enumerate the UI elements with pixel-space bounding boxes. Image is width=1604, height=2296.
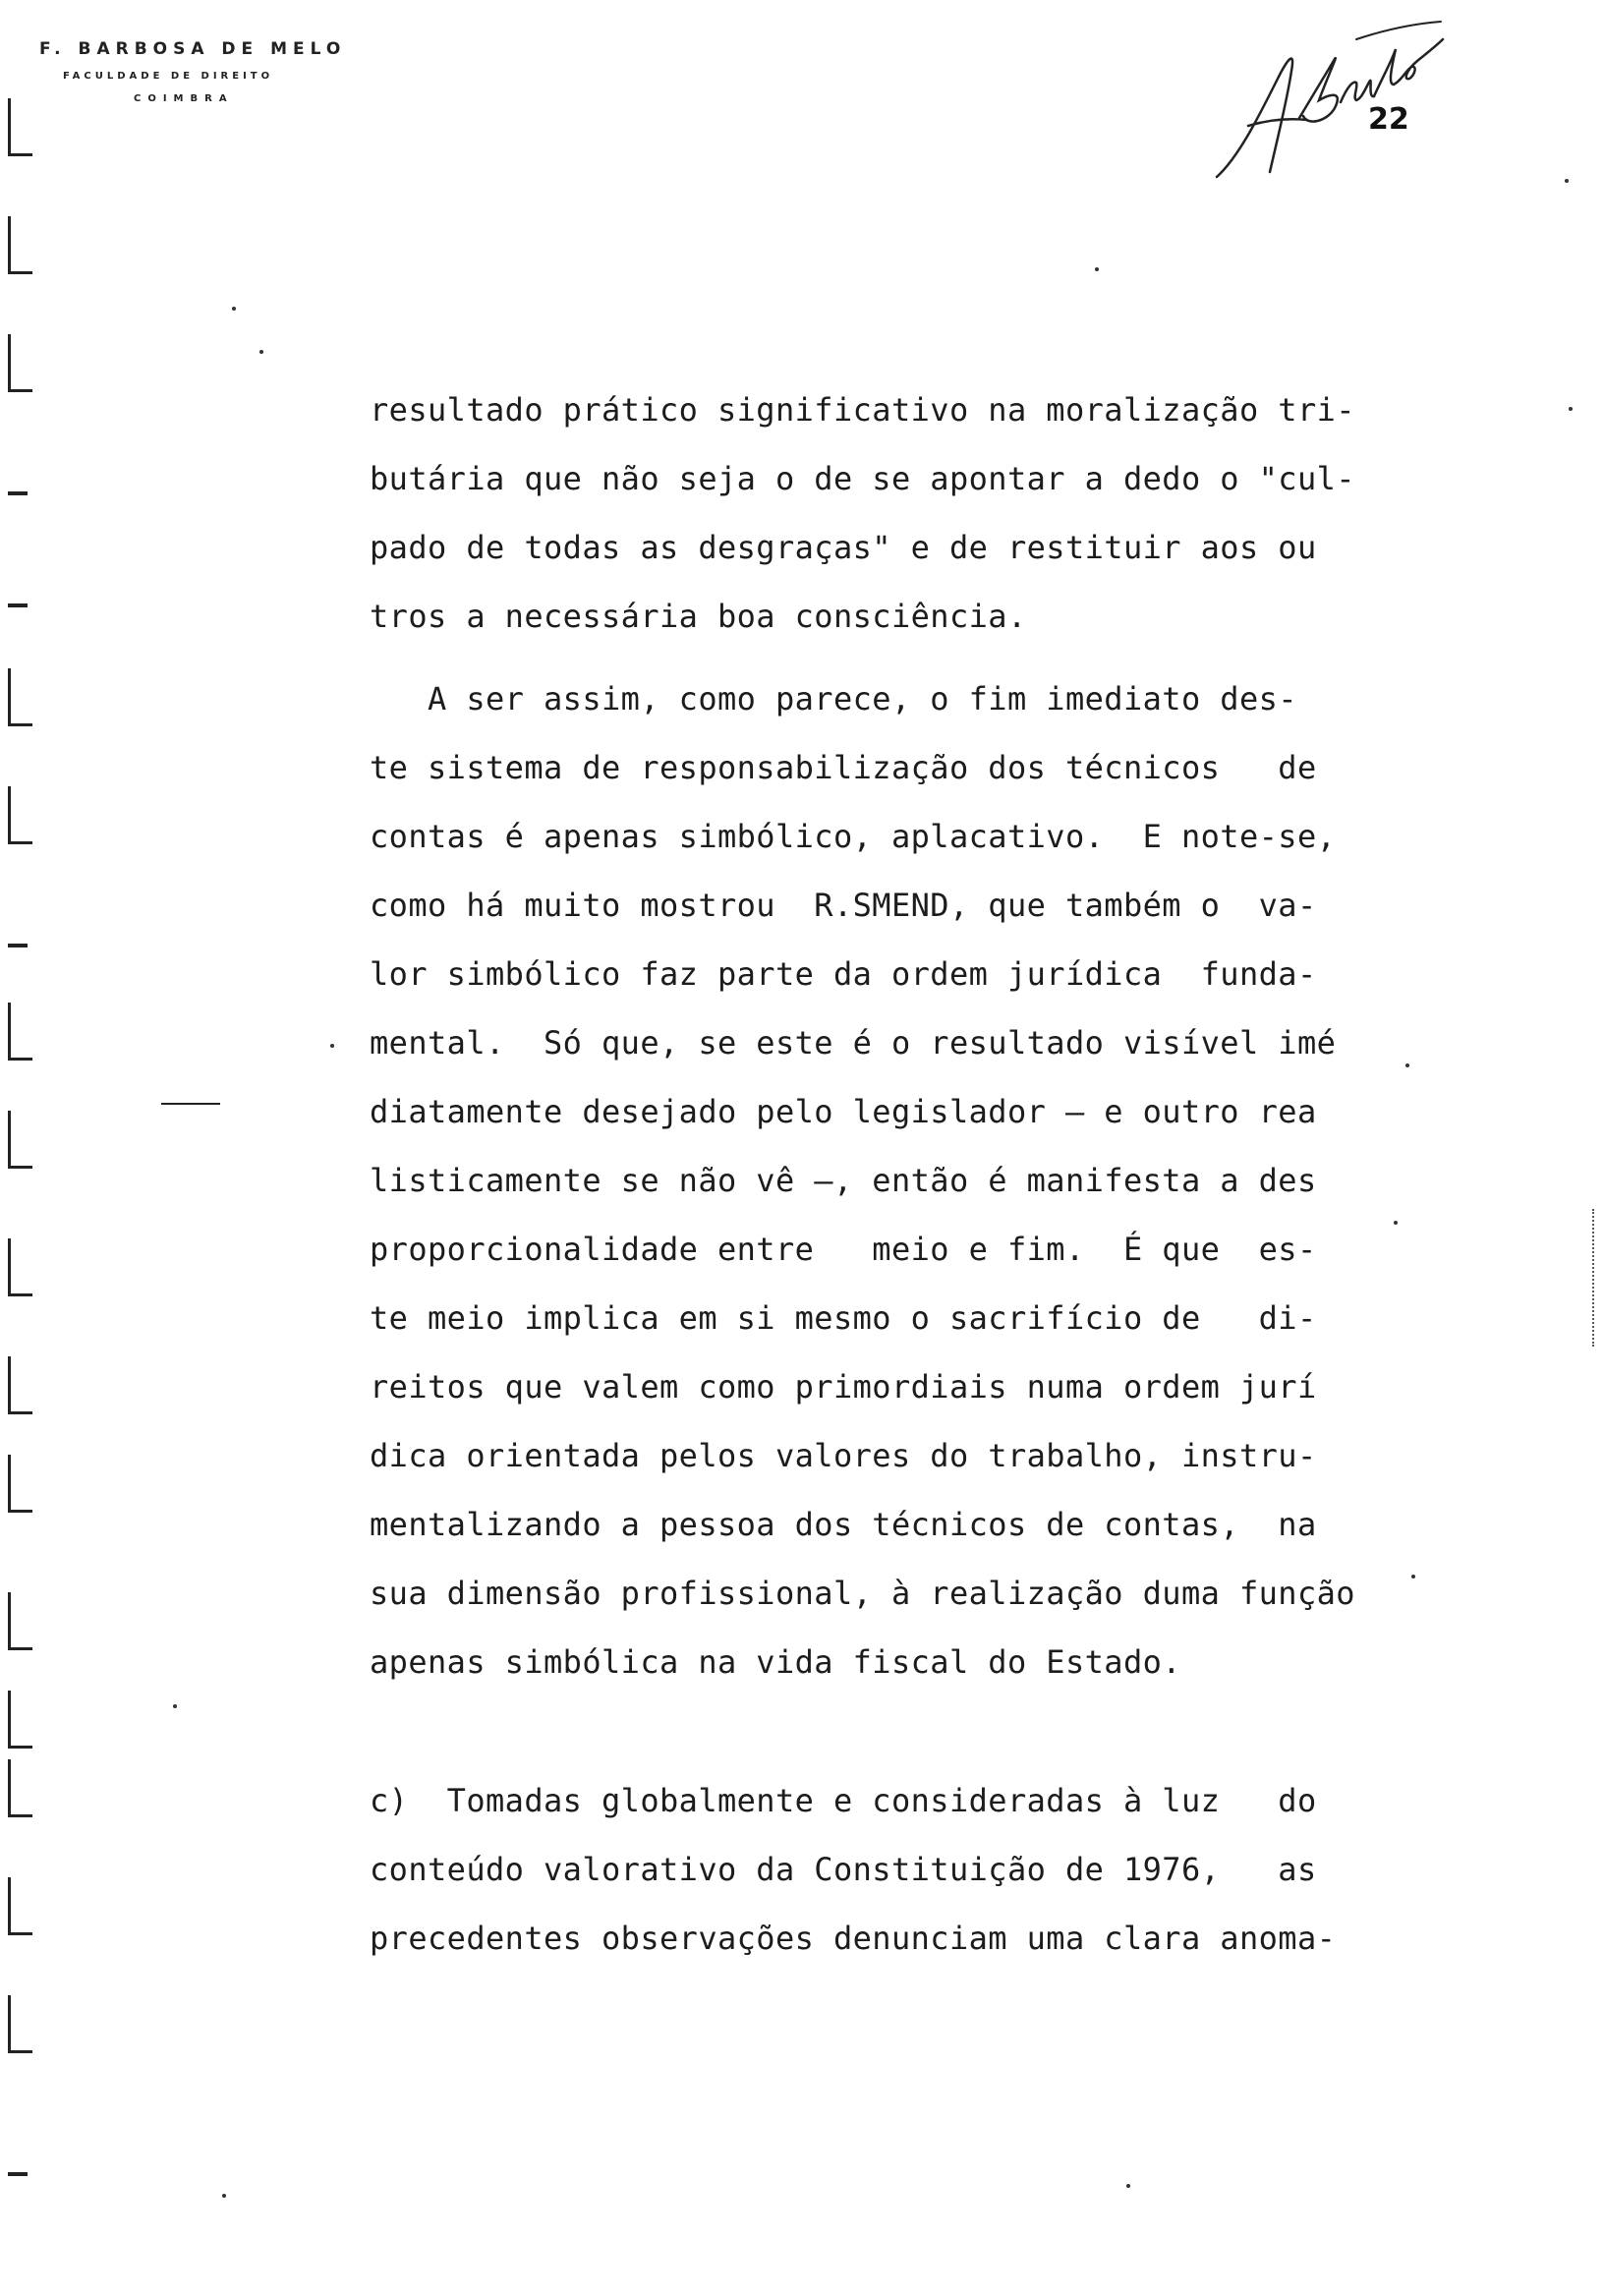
text-line: te meio implica em si mesmo o sacrifício de di- — [370, 1299, 1317, 1337]
edge-tick — [8, 944, 28, 947]
text-line: tros a necessária boa consciência. — [370, 598, 1027, 635]
letterhead — [39, 39, 346, 104]
text-line: mentalizando a pessoa dos técnicos de contas, na — [370, 1506, 1317, 1543]
scan-speck — [1126, 2184, 1130, 2188]
paragraph-2 — [370, 664, 1372, 1696]
edge-mark — [8, 1691, 32, 1749]
text-line: pado de todas as desgraças" e de restituir aos ou — [370, 529, 1317, 566]
edge-mark — [8, 1877, 32, 1935]
scan-speck — [232, 307, 236, 311]
text-line: A ser assim, como parece, o fim imediato des- — [370, 680, 1297, 718]
text-line: precedentes observações denunciam uma clara anoma- — [370, 1920, 1337, 1957]
text-line: sua dimensão profissional, à realização duma função — [370, 1575, 1355, 1612]
text-line: proporcionalidade entre meio e fim. É que es- — [370, 1231, 1317, 1268]
text-line: como há muito mostrou R.SMEND, que também o va- — [370, 887, 1317, 924]
edge-mark — [8, 334, 32, 392]
edge-mark — [8, 786, 32, 844]
edge-tick — [8, 491, 28, 495]
page-number: 22 — [1368, 102, 1409, 137]
edge-mark — [8, 1003, 32, 1061]
text-line: listicamente se não vê —, então é manifesta a des — [370, 1162, 1317, 1199]
scan-speck — [1569, 407, 1573, 411]
edge-mark — [8, 1995, 32, 2053]
scan-speck — [222, 2194, 226, 2198]
text-line: resultado prático significativo na moralização tri- — [370, 391, 1355, 429]
edge-mark — [8, 216, 32, 274]
scan-speck — [259, 350, 263, 354]
text-line: reitos que valem como primordiais numa ordem jurí — [370, 1368, 1317, 1406]
edge-mark — [8, 98, 32, 156]
edge-mark — [8, 1356, 32, 1414]
text-line: apenas simbólica na vida fiscal do Estado. — [370, 1643, 1181, 1681]
scan-speck — [1394, 1221, 1398, 1225]
text-line: te sistema de responsabilização dos técnicos de — [370, 749, 1317, 786]
margin-dash — [161, 1103, 220, 1105]
letterhead-faculty: FACULDADE DE DIREITO — [63, 71, 274, 82]
signature-icon — [1209, 10, 1445, 187]
letterhead-name: F. BARBOSA DE MELO — [39, 39, 347, 59]
edge-mark — [8, 1455, 32, 1513]
letterhead-city: COIMBRA — [134, 93, 234, 104]
edge-tick — [8, 603, 28, 607]
text-line: c) Tomadas globalmente e consideradas à luz do — [370, 1782, 1317, 1819]
paragraph-3 — [370, 1766, 1372, 1973]
scan-speck — [1405, 1063, 1409, 1067]
edge-mark — [8, 1592, 32, 1650]
text-line: mental. Só que, se este é o resultado visível imé — [370, 1024, 1337, 1062]
edge-mark — [8, 1759, 32, 1817]
text-line: butária que não seja o de se apontar a dedo o "cul- — [370, 460, 1355, 497]
scan-speck — [1411, 1575, 1415, 1578]
scan-speck — [1095, 267, 1099, 271]
right-scan-edge — [1592, 1209, 1594, 1347]
scan-speck — [330, 1044, 334, 1048]
edge-mark — [8, 1111, 32, 1169]
edge-mark — [8, 668, 32, 726]
text-line: contas é apenas simbólico, aplacativo. E note-se, — [370, 818, 1337, 855]
text-line: diatamente desejado pelo legislador — e outro rea — [370, 1093, 1317, 1130]
paragraph-1 — [370, 375, 1372, 651]
text-line: conteúdo valorativo da Constituição de 1976, as — [370, 1851, 1317, 1888]
text-line: dica orientada pelos valores do trabalho, instru- — [370, 1437, 1317, 1474]
edge-mark — [8, 1238, 32, 1296]
edge-tick — [8, 2172, 28, 2176]
scan-speck — [1565, 179, 1569, 183]
text-line: lor simbólico faz parte da ordem jurídica funda- — [370, 955, 1317, 993]
scan-speck — [173, 1704, 177, 1708]
